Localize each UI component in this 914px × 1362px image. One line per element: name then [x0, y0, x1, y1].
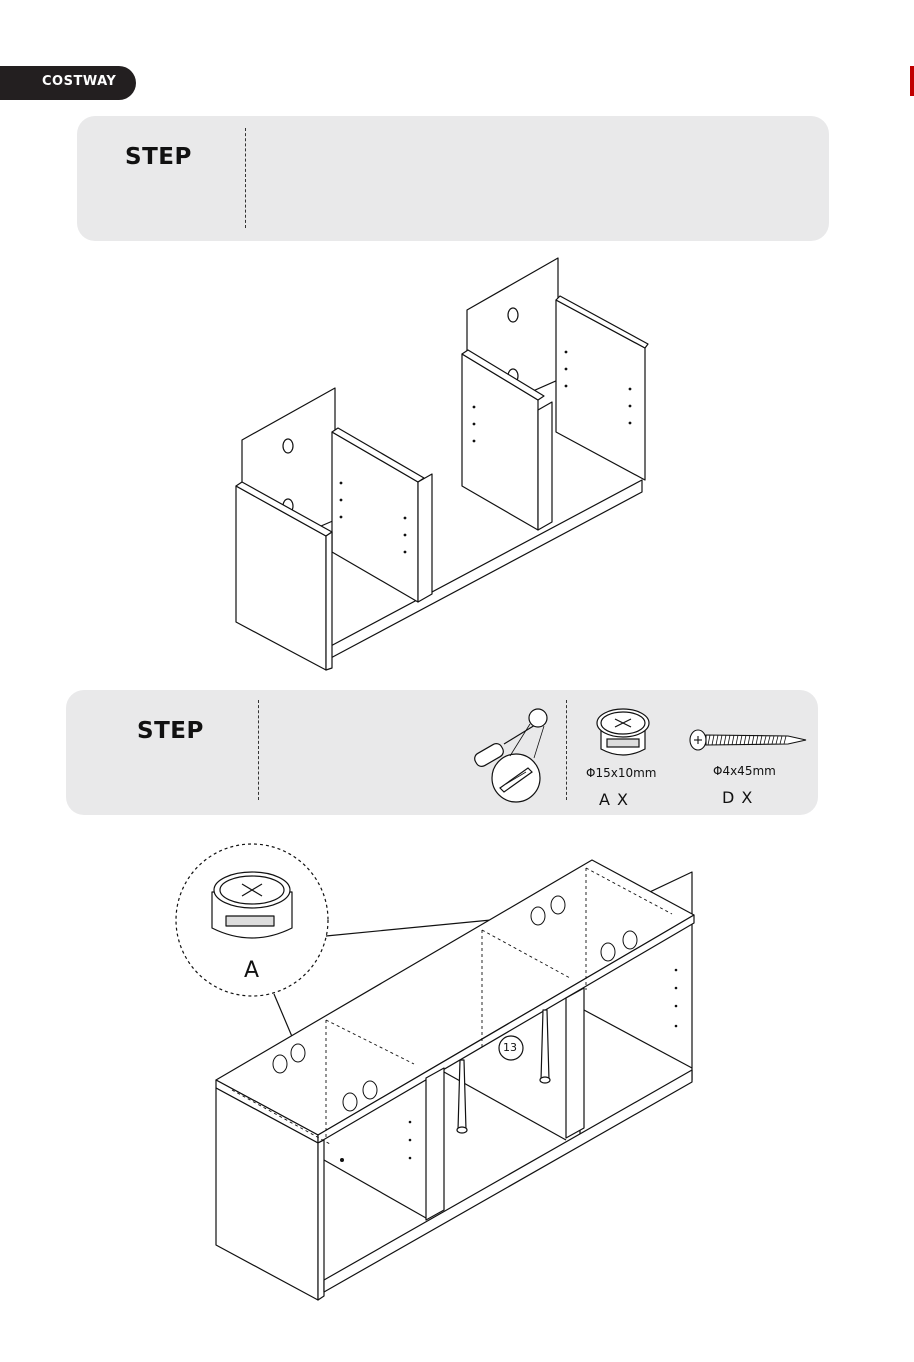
panel-number: 13	[503, 1041, 517, 1054]
zoom-part-label: A	[244, 958, 260, 983]
part-d-count: D X	[722, 788, 754, 807]
part-d-size: Φ4x45mm	[713, 764, 776, 778]
brand-logo: COSTWAY	[42, 74, 117, 89]
part-a-count: A X	[599, 790, 629, 809]
part-a-size: Φ15x10mm	[586, 766, 657, 780]
step-label: STEP	[137, 718, 204, 744]
step-label: STEP	[125, 144, 192, 170]
